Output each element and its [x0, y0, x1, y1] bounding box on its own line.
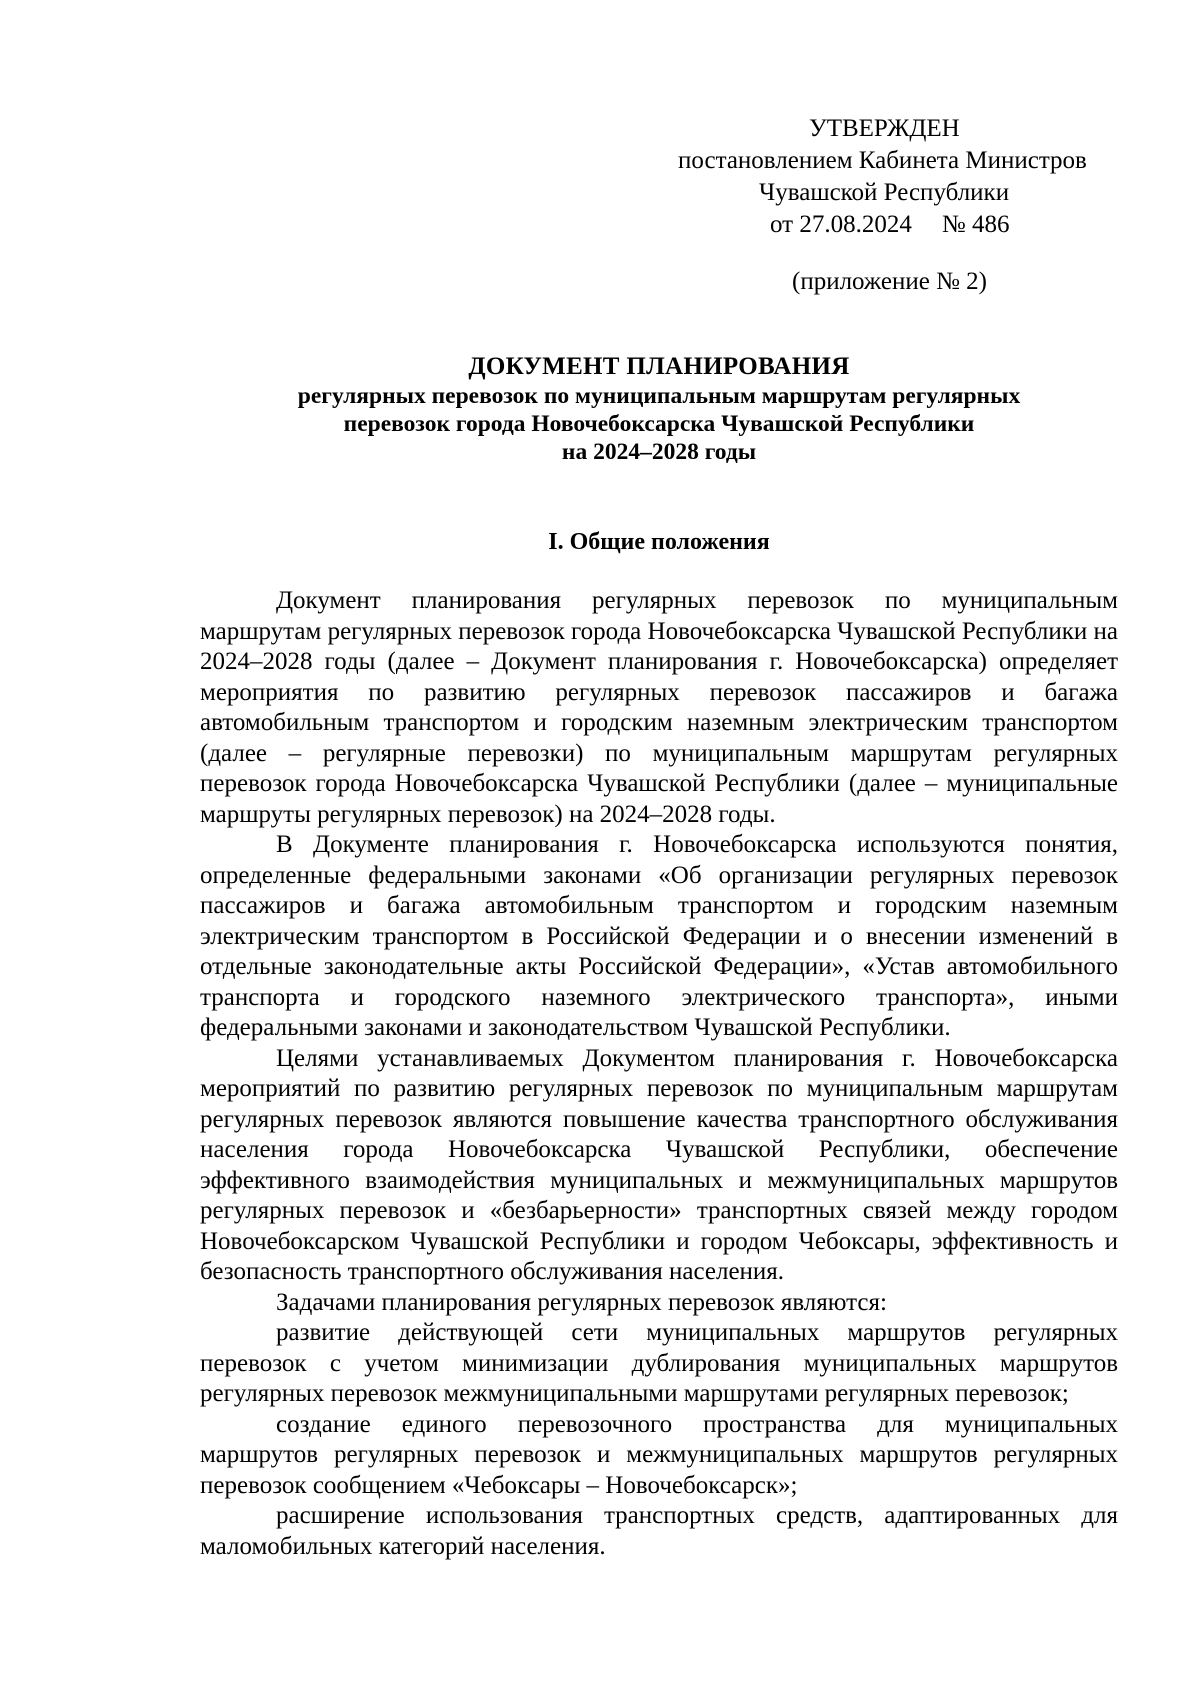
approval-issuer: постановлением Кабинета Министров: [678, 147, 1087, 174]
paragraph: расширение использования транспортных средств, адаптированных для маломобильных категорий населения.: [200, 1502, 1118, 1560]
appendix-label: (приложение № 2): [792, 268, 988, 295]
approval-stamp: [600, 113, 1140, 241]
approval-date: от 27.08.2024: [770, 211, 912, 238]
section-heading: I. Общие положения: [548, 529, 770, 555]
document-title: [200, 352, 1118, 466]
title-subtitle-line-1: регулярных перевозок по муниципальным маршрутам регулярных: [297, 383, 1021, 409]
approval-number: № 486: [941, 211, 1010, 238]
section-body: [200, 586, 1118, 1562]
approval-republic: Чувашской Республики: [759, 179, 1010, 206]
paragraph: развитие действующей сети муниципальных маршрутов регулярных перевозок с учетом минимизации дублирования муниципальных маршрутов регулярных перевозок межмуниципальными маршрутами регулярных перевозок;: [200, 1319, 1118, 1407]
paragraph: создание единого перевозочного пространства для муниципальных маршрутов регулярных перевозок и межмуниципальных маршрутов регулярных перевозок сообщением «Чебоксары – Новочебоксарск»;: [200, 1410, 1118, 1499]
approval-date-line: [600, 209, 1140, 241]
title-main: ДОКУМЕНТ ПЛАНИРОВАНИЯ: [468, 353, 850, 380]
approval-heading: УТВЕРЖДЕН: [809, 115, 960, 142]
paragraph: Документ планирования регулярных перевозок по муниципальным маршрутам регулярных перевозок города Новочебоксарска Чувашской Республики на 2024–2028 годы (далее – Документ планирования г. Новочебоксарска) определяет мероприятия по развитию регулярных перевозок пассажиров и багажа автомобильным транспортом и городским наземным электрическим транспортом (далее – регулярные перевозки) по муниципальным маршрутам регулярных перевозок города Новочебоксарска Чувашской Республики (далее – муниципальные маршруты регулярных перевозок) на 2024–2028 годы.: [200, 587, 1118, 828]
title-subtitle-line-3: на 2024–2028 годы: [561, 439, 757, 465]
paragraph: Целями устанавливаемых Документом планирования г. Новочебоксарска мероприятий по развитию регулярных перевозок по муниципальным маршрутам регулярных перевозок являются повышение качества транспортного обслуживания населения города Новочебоксарска Чувашской Республики, обеспечение эффективного взаимодействия муниципальных и межмуниципальных маршрутов регулярных перевозок и «безбарьерности» транспортных связей между городом Новочебоксарском Чувашской Республики и городом Чебоксары, эффективность и безопасность транспортного обслуживания населения.: [200, 1044, 1118, 1285]
paragraph: Задачами планирования регулярных перевозок являются:: [276, 1288, 887, 1316]
title-subtitle-line-2: перевозок города Новочебоксарска Чувашской Республики: [343, 411, 975, 437]
paragraph: В Документе планирования г. Новочебоксарска используются понятия, определенные федеральными законами «Об организации регулярных перевозок пассажиров и багажа автомобильным транспортом и городским наземным электрическим транспортом в Российской Федерации и о внесении изменений в отдельные законодательные акты Российской Федерации», «Устав автомобильного транспорта и городского наземного электрического транспорта», иными федеральными законами и законодательством Чувашской Республики.: [200, 831, 1118, 1041]
